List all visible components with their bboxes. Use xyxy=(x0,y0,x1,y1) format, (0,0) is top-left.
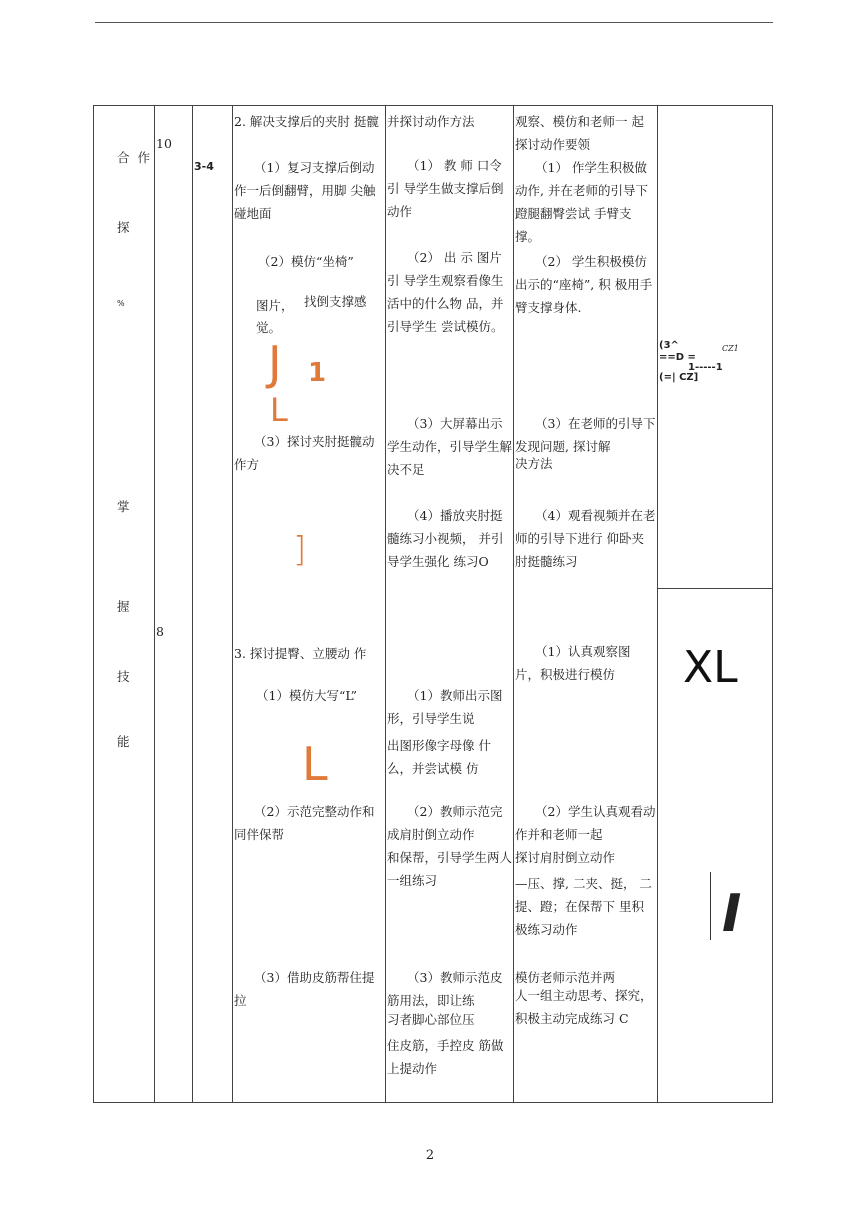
diagram-label-d: 1-----1 xyxy=(688,362,723,373)
teacher-text-7b: 习者脚心部位压 xyxy=(387,1012,475,1027)
figure-j-one: 1 xyxy=(308,358,327,388)
col-divider-1 xyxy=(154,105,155,1103)
left-label-zhang: 掌 xyxy=(117,499,130,514)
col-divider-3 xyxy=(232,105,233,1103)
diagram-label-a: (3^ xyxy=(659,340,679,351)
figure-vertical-bar xyxy=(710,872,711,940)
col-divider-5 xyxy=(513,105,514,1103)
section-2-point-2d: 觉。 xyxy=(256,320,282,335)
left-label-ji: 技 xyxy=(117,669,130,684)
section-3-point-2: （2）示范完整动作和同伴保帮 xyxy=(234,804,375,842)
student-text-0: 观察、模仿和老师一 起探讨动作要领 xyxy=(515,114,644,152)
left-label-hezuo: 合作 xyxy=(117,150,159,165)
student-text-5: （1）认真观察图 片，积极进行模仿 xyxy=(515,644,631,682)
teacher-text-2: （2） 出 示 图片引 导学生观察看像生活中的什么物 品，并引导学生 尝试模仿。 xyxy=(387,250,504,334)
count-value-1: 3-4 xyxy=(194,160,214,173)
col-divider-4 xyxy=(385,105,386,1103)
section-3-title: 3. 探讨提臀、立腰动 作 xyxy=(234,646,367,661)
figure-j: J xyxy=(268,336,282,390)
teacher-text-7c: 住皮筋，手控皮 筋做上提动作 xyxy=(387,1038,504,1076)
teacher-text-4: （4）播放夹肘挺髓练习小视频， 并引导学生强化 练习O xyxy=(387,508,504,569)
section-2-point-1: （1）复习支撑后倒动作一后倒翻臂，用脚 尖触碰地面 xyxy=(234,160,376,221)
figure-i: I xyxy=(722,884,742,944)
student-text-2: （2） 学生积极模仿出示的“座椅”, 积 极用手臂支撑身体. xyxy=(515,254,653,315)
teacher-text-3: （3）大屏幕出示学生动作，引导学生解决不足 xyxy=(387,416,513,477)
time-value-2: 8 xyxy=(156,624,164,639)
section-2-point-2c: 找倒支撑感 xyxy=(304,294,367,309)
teacher-text-6b: 和保帮，引导学生两人一组练习 xyxy=(387,850,513,888)
section-3-point-1: （1）模仿大写“L” xyxy=(256,688,358,703)
header-rule xyxy=(95,22,773,23)
section-2-point-2b: 图片， xyxy=(256,298,294,313)
teacher-text-1: （1） 教 师 口令引 导学生做支撑后倒动作 xyxy=(387,158,504,219)
time-value-1: 10 xyxy=(156,136,172,151)
section-3-point-3: （3）借助皮筋帮住提拉 xyxy=(234,970,375,1008)
teacher-text-7: （3）教师示范皮筋用法，即让练 xyxy=(387,970,503,1008)
teacher-text-6: （2）教师示范完成肩肘倒立动作 xyxy=(387,804,503,842)
col-divider-2 xyxy=(192,105,193,1103)
section-2-point-2: （2）模仿“坐椅” xyxy=(258,254,354,269)
row-divider xyxy=(657,588,773,589)
figure-l-small: L xyxy=(270,391,288,429)
figure-bracket: ] xyxy=(293,530,307,570)
teacher-text-5b: 出图形像字母像 什么，并尝试模 仿 xyxy=(387,738,491,776)
diagram-label-e: (=| CZ] xyxy=(659,372,699,383)
left-label-tan: 探 xyxy=(117,220,130,235)
student-text-3b: 决方法 xyxy=(515,456,553,471)
teacher-text-5: （1）教师出示图形，引导学生说 xyxy=(387,688,503,726)
teacher-text-0: 并探讨动作方法 xyxy=(387,114,475,129)
student-text-6c: —压、撑, 二夹、挺， 二提、蹬；在保帮下 里积极练习动作 xyxy=(515,876,652,937)
student-text-4: （4）观看视频并在老师的引导下进行 仰卧夹肘挺髓练习 xyxy=(515,508,656,569)
figure-l-large: L xyxy=(302,737,328,791)
student-text-6: （2）学生认真观看动作并和老师一起 xyxy=(515,804,656,842)
student-text-7: 模仿老师示范并两 xyxy=(515,970,616,985)
student-text-6b: 探讨肩肘倒立动作 xyxy=(515,850,616,865)
figure-xl: XL xyxy=(683,642,738,693)
diagram-label-c: ==D = xyxy=(659,352,696,363)
page-number: 2 xyxy=(425,1148,435,1163)
section-2-point-3: （3）探讨夹肘挺髋动作方 xyxy=(234,434,375,472)
col-divider-6 xyxy=(657,105,658,1103)
left-label-wo: 握 xyxy=(117,599,130,614)
section-2-title: 2. 解决支撑后的夹肘 挺髋 xyxy=(234,114,379,129)
left-label-neng: 能 xyxy=(117,734,130,749)
student-text-7b: 人一组主动思考、探究，积极主动完成练习 C xyxy=(515,988,653,1026)
student-text-3: （3）在老师的引导下发现问题, 探讨解 xyxy=(515,416,656,454)
left-label-percent: % xyxy=(117,299,125,308)
diagram-label-b: CZ1 xyxy=(722,344,739,353)
student-text-1: （1） 作学生积极做 动作, 并在老师的引导下蹬腿翻臀尝试 手臂支撑。 xyxy=(515,160,648,244)
